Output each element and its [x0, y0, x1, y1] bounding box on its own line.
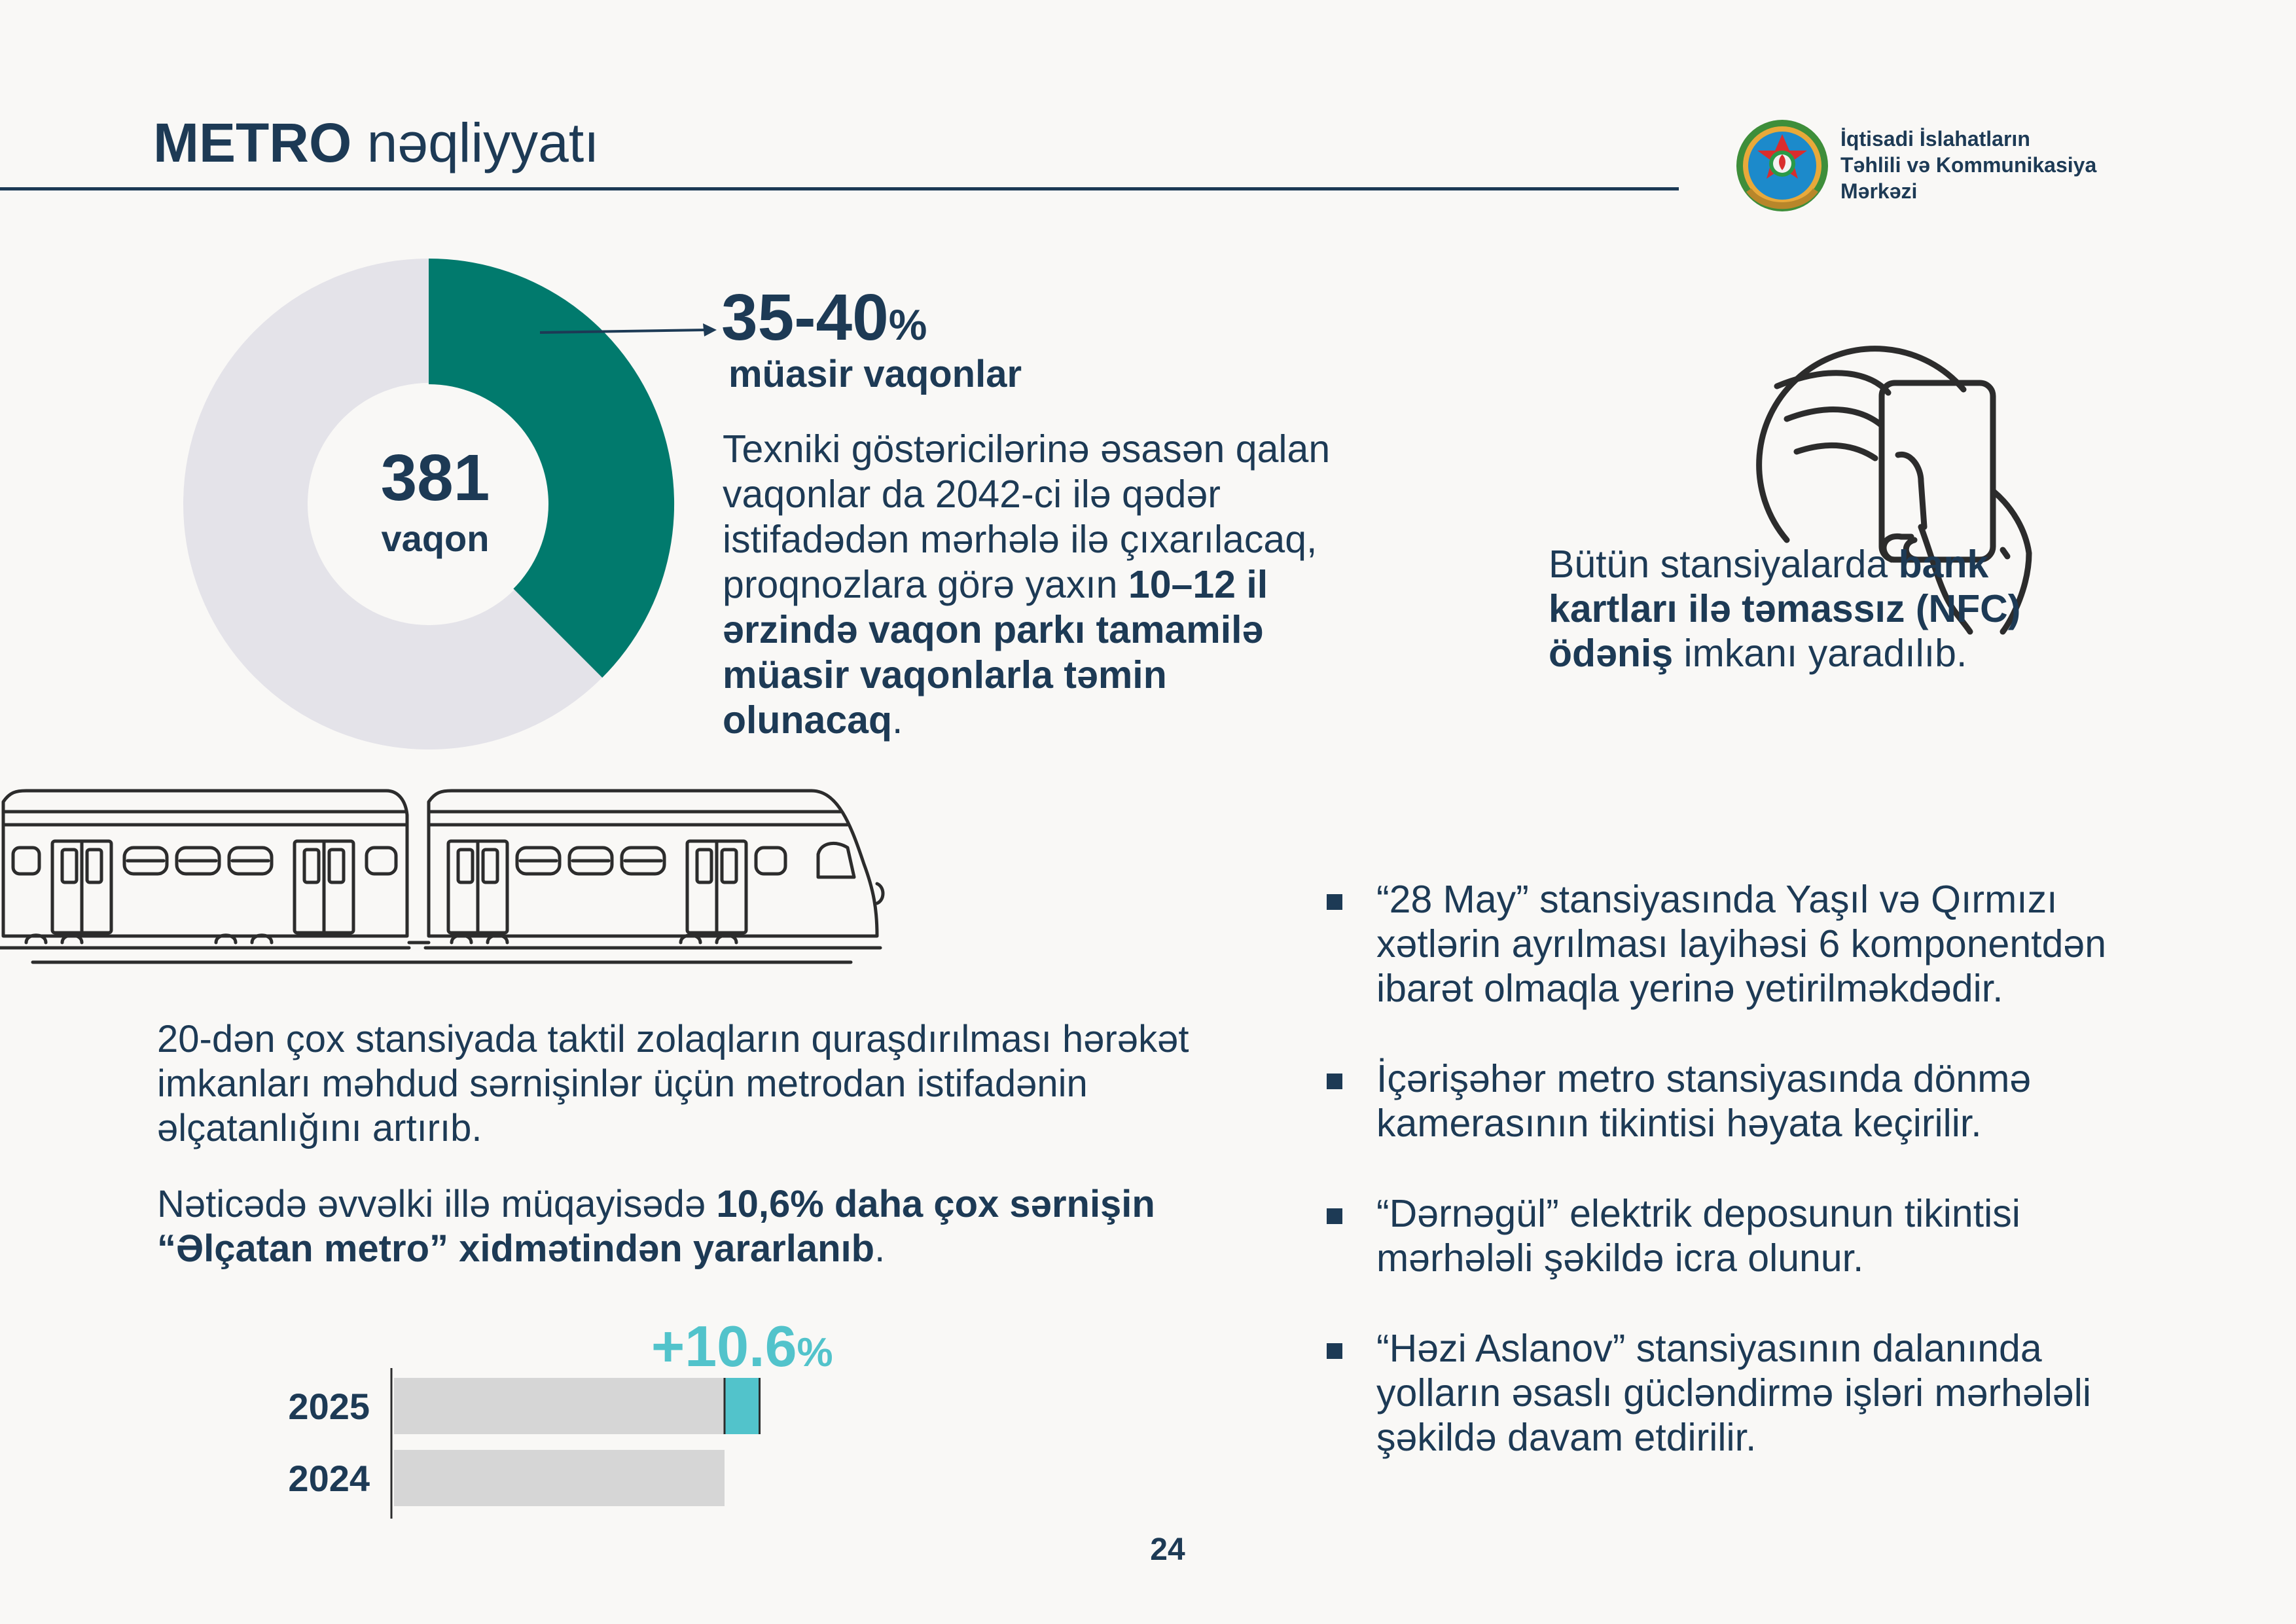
list-item	[1319, 1326, 2170, 1460]
fleet-text-bold: 10–12 il ərzində vaqon parkı tamamilə müasir vaqonlarla təmin olunacaq	[723, 563, 1268, 742]
list-item	[1319, 1191, 2170, 1280]
chart-category-label: 2025	[288, 1386, 370, 1427]
nfc-text-plain: Bütün stansiyalarda	[1549, 543, 1899, 586]
list-item	[1319, 1056, 2170, 1146]
project-text: İçərişəhər metro stansiyasında dönmə kamerasının tikintisi həyata keçirilir.	[1376, 1057, 2032, 1145]
org-name	[1840, 126, 2096, 204]
chart-bar-base	[394, 1450, 725, 1506]
projects-list	[1319, 877, 2170, 1506]
nfc-description	[1549, 542, 2111, 676]
result-text-bold: 10,6% daha çox sərnişin “Əlçatan metro” xidmətindən yararlanıb	[157, 1183, 1155, 1270]
chart-increase-value: +10.6	[651, 1314, 797, 1379]
page-number: 24	[1150, 1532, 1185, 1567]
page-title-bold: METRO	[153, 112, 352, 173]
project-text: “Həzi Aslanov” stansiyasının dalanında yolların əsaslı gücləndirmə işləri mərhələli şəkildə davam etdirilir.	[1376, 1327, 2091, 1459]
chart-category-label: 2024	[288, 1458, 370, 1499]
list-item	[1319, 877, 2170, 1011]
nfc-text-end: imkanı yaradılıb.	[1673, 632, 1967, 675]
modern-share-label: müasir vaqonlar	[728, 353, 1022, 395]
org-name-line: Təhlili və Kommunikasiya	[1840, 153, 2097, 177]
chart-bar-increase	[725, 1378, 760, 1434]
title-divider	[0, 187, 1679, 190]
bullet-square-icon	[1327, 1343, 1342, 1359]
bar-chart-svg	[249, 1309, 1073, 1525]
page-title	[153, 111, 600, 175]
chart-increase-unit: %	[797, 1330, 833, 1375]
page-title-rest: nəqliyyatı	[351, 112, 600, 173]
fleet-description	[723, 427, 1344, 743]
passenger-growth-chart	[249, 1309, 1073, 1525]
fleet-text-end: .	[892, 698, 903, 742]
modern-share-value	[721, 281, 927, 361]
accessibility-result	[157, 1182, 1283, 1271]
modern-share-number: 35-40	[721, 281, 889, 354]
total-wagons-number: 381	[380, 441, 490, 514]
bullet-square-icon	[1327, 1074, 1342, 1089]
result-text-plain: Nəticədə əvvəlki illə müqayisədə	[157, 1183, 717, 1225]
project-text: “Dərnəgül” elektrik deposunun tikintisi mərhələli şəkildə icra olunur.	[1376, 1192, 2020, 1280]
nfc-text-bold: bank kartları ilə təmassız (NFC) ödəniş	[1549, 543, 2021, 675]
chart-bar-base	[394, 1378, 725, 1434]
org-name-line: İqtisadi İslahatların	[1840, 127, 2030, 151]
project-text: “28 May” stansiyasında Yaşıl və Qırmızı xətlərin ayrılması layihəsi 6 komponentdən ibarət olmaqla yerinə yetirilməkdədir.	[1376, 878, 2107, 1010]
metro-train-illustration	[0, 785, 890, 975]
org-name-line: Mərkəzi	[1840, 179, 1918, 203]
bullet-square-icon	[1327, 894, 1342, 910]
emblem-icon	[1733, 117, 1831, 215]
bullet-square-icon	[1327, 1208, 1342, 1224]
chart-increase-label	[651, 1314, 833, 1379]
total-wagons-unit: vaqon	[381, 518, 490, 559]
fleet-text-plain: Texniki göstəricilərinə əsasən qalan vaqonlar da 2042-ci ilə qədər istifadədən mərhələ ilə çıxarılacaq, proqnozlara görə yaxın	[723, 427, 1331, 606]
accessibility-description: 20-dən çox stansiyada taktil zolaqların quraşdırılması hərəkət imkanları məhdud sərnişinlər üçün metrodan istifadənin əlçatanlığını artırıb.	[157, 1018, 1189, 1149]
result-text-end: .	[874, 1227, 886, 1270]
modern-share-unit: %	[888, 300, 927, 349]
share-arrow	[537, 308, 733, 360]
